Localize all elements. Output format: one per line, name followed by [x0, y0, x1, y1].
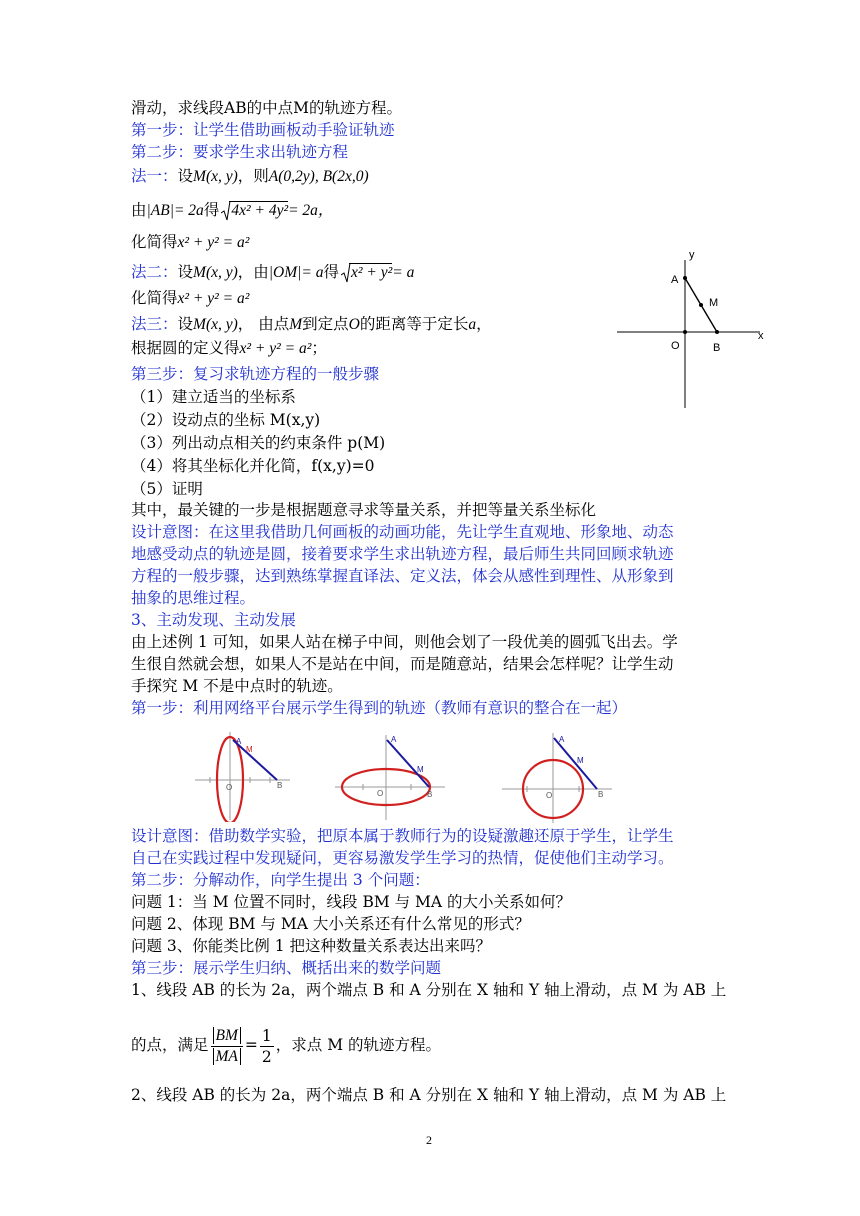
denominator: MA [213, 1048, 241, 1065]
method-label: 法三： [131, 315, 178, 333]
radical-sign [221, 201, 231, 221]
step-heading [131, 697, 627, 719]
method-one-line [131, 165, 369, 188]
fig-label-o: O [377, 789, 384, 798]
fig-label-b: B [427, 790, 433, 799]
step-heading: 第二步：要求学生求出轨迹方程 [131, 143, 349, 161]
radical-sign [341, 263, 351, 283]
math: M(x, y) [193, 316, 238, 333]
design-intent-line: 设计意图：借助数学实验，把原本属于教师行为的设疑激趣还原于学生，让学生 [131, 827, 674, 845]
result-line: 根据圆的定义得x² + y² = a²； [131, 339, 327, 357]
list-item: （5）证明 [131, 480, 203, 498]
fig-label-a: A [391, 735, 397, 744]
method-label: 法一： [131, 167, 178, 185]
fig-label-o: O [546, 791, 553, 800]
math: = a [392, 264, 415, 281]
design-intent-line [131, 521, 674, 543]
fig-label-m: M [577, 756, 584, 765]
text: ，则 [237, 167, 269, 185]
text-line: 其中，最关键的一步是根据题意寻求等量关系，并把等量关系坐标化 [131, 501, 597, 519]
fig-label-m: M [246, 745, 253, 754]
x-axis-label: x [758, 330, 764, 342]
text: 由 [131, 201, 147, 219]
radicand: 4x² + 4y² [231, 202, 289, 219]
text: 设 [177, 167, 194, 185]
problem-line: 2、线段 AB 的长为 2a，两个端点 B 和 A 分别在 X 轴和 Y 轴上滑动，点 M 为 AB 上 [131, 1086, 727, 1104]
step-heading: 第三步：复习求轨迹方程的一般步骤 [131, 365, 380, 383]
text: ， [476, 315, 492, 333]
trajectory-figure-circle [497, 730, 622, 825]
intent-text: 设计意图：在这里我借助几何画板的动画功能，先让学生直观地、形象地、动态 [131, 523, 674, 541]
numerator: 1 [261, 1026, 272, 1045]
text-line: 生很自然就会想，如果人不是站在中间，而是随意站，结果会怎样呢？让学生动 [131, 655, 674, 673]
result-line [131, 287, 249, 310]
section-heading: 3、主动发现、主动发展 [131, 611, 296, 629]
text: 设 [177, 315, 194, 333]
text: 的距离等于定长 [359, 315, 469, 333]
point-m-label: M [709, 297, 719, 309]
page-number: 2 [426, 1133, 432, 1147]
math: = 2a， [288, 202, 334, 219]
text: ，由 [237, 263, 269, 281]
math: |OM|= a [268, 264, 324, 281]
math: M(x, y) [193, 168, 238, 185]
list-item: （3）列出动点相关的约束条件 p(M) [131, 434, 386, 452]
coordinate-diagram [612, 240, 782, 412]
math: M [289, 316, 303, 333]
text: 到定点 [302, 315, 349, 333]
math: A(0,2y), B(2x,0) [268, 168, 369, 185]
result-line [131, 231, 249, 254]
method-two-line [131, 261, 414, 284]
point-b-label: B [713, 342, 721, 354]
design-intent-line: 抽象的思维过程。 [131, 589, 256, 607]
math: a [468, 316, 477, 333]
list-item: （4）将其坐标化并化简，f(x,y)=0 [131, 457, 375, 475]
equation-line [131, 199, 333, 222]
origin-label: O [671, 340, 680, 352]
y-axis-label: y [689, 249, 695, 261]
text-line: 滑动，求线段AB的中点M的轨迹方程。 [131, 99, 402, 117]
fig-label-b: B [598, 790, 604, 799]
trajectory-figure-wide-ellipse [333, 730, 453, 822]
fig-label-b: B [277, 781, 283, 790]
point-a-label: A [671, 274, 679, 286]
step-heading: 第二步：分解动作，向学生提出 3 个问题： [131, 871, 430, 889]
step-heading: 第三步：展示学生归纳、概括出来的数学问题 [131, 959, 442, 977]
text: 根据圆的定义得 [131, 339, 240, 357]
fig-label-a: A [559, 735, 565, 744]
list-item: （2）设动点的坐标 M(x,y) [131, 411, 321, 429]
design-intent-line: 方程的一般步骤，达到熟练掌握直译法、定义法，体会从感性到理性、从形象到 [131, 567, 674, 585]
design-intent-line: 自己在实践过程中发现疑问，更容易激发学生学习的热情，促使他们主动学习。 [131, 849, 674, 867]
radicand: x² + y² [351, 264, 393, 281]
question: 问题 2、体现 BM 与 MA 大小关系还有什么常见的形式？ [131, 915, 530, 933]
denominator: 2 [261, 1047, 272, 1066]
method-label: 法二： [131, 263, 178, 281]
math: O [348, 316, 360, 333]
question: 问题 3、你能类比例 1 把这种数量关系表达出来吗？ [131, 937, 492, 955]
fig-label-a: A [236, 737, 242, 746]
text: 得 [203, 201, 220, 219]
ratio-fraction [211, 1026, 243, 1067]
text: 设 [177, 263, 194, 281]
design-intent-line: 地感受动点的轨迹是圆，接着要求学生求出轨迹方程，最后师生共同回顾求轨迹 [131, 545, 674, 563]
math: x² + y² = a² [177, 234, 250, 251]
numerator: BM [213, 1027, 241, 1044]
text: 化简得 [131, 289, 178, 307]
text: 化简得 [131, 233, 178, 251]
fig-label-o: O [226, 783, 233, 792]
text-line: 由上述例 1 可知，如果人站在梯子中间，则他会划了一段优美的圆弧飞出去。学 [131, 633, 678, 651]
sqrt-expression [221, 200, 288, 222]
equals: = [244, 1036, 258, 1054]
problem-line: 1、线段 AB 的长为 2a，两个端点 B 和 A 分别在 X 轴和 Y 轴上滑动，点 M 为 AB 上 [131, 981, 727, 999]
text: ，求点 M 的轨迹方程。 [275, 1036, 442, 1054]
step-heading: 第一步：让学生借助画板动手验证轨迹 [131, 121, 395, 139]
math: x² + y² = a² [239, 340, 312, 357]
text: ， 由点 [237, 315, 290, 333]
trajectory-figure-tall-ellipse [190, 730, 300, 822]
half-fraction [260, 1026, 274, 1067]
math: M(x, y) [193, 264, 238, 281]
text-line: 手探究 M 不是中点时的轨迹。 [131, 677, 343, 695]
text: 得 [323, 263, 340, 281]
list-item: （1）建立适当的坐标系 [131, 388, 296, 406]
question: 问题 1：当 M 位置不同时，线段 BM 与 MA 的大小关系如何？ [131, 893, 572, 911]
math: |AB|= 2a [146, 202, 204, 219]
text: 的点，满足 [131, 1036, 209, 1054]
math: x² + y² = a² [177, 290, 250, 307]
fig-label-m: M [417, 765, 424, 774]
step-text: 第一步：利用网络平台展示学生得到的轨迹（教师有意识的整合在一起） [131, 699, 628, 717]
sqrt-expression [341, 262, 392, 284]
problem-line-fraction [131, 1024, 441, 1067]
method-three-line [131, 313, 492, 336]
